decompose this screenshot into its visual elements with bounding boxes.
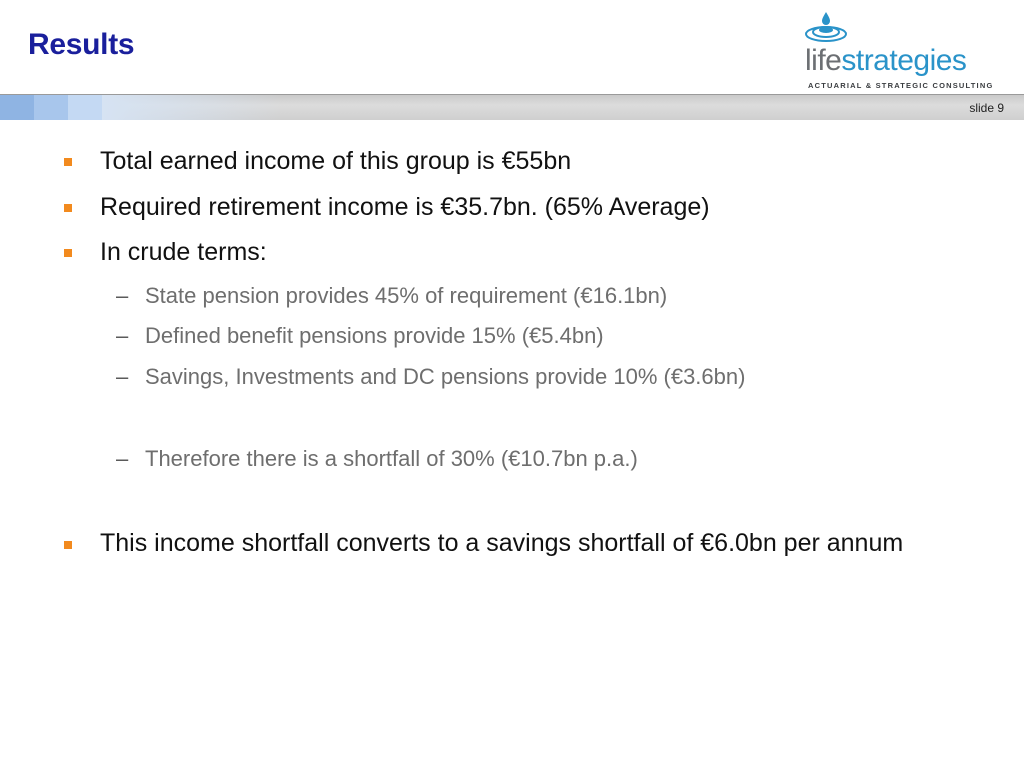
bullet-text: Total earned income of this group is €55bn: [100, 147, 572, 175]
sub-bullet-text: Therefore there is a shortfall of 30% (€10.7bn p.a.): [145, 446, 638, 471]
slide-title: Results: [28, 28, 135, 61]
company-logo: [800, 10, 996, 92]
bullet-marker: [62, 198, 76, 212]
logo-word-strategies: strategies: [841, 44, 967, 77]
sub-bullet-dash: –: [116, 283, 129, 308]
header-block-3: [68, 95, 102, 120]
bullet-marker: [62, 152, 76, 166]
header-block-2: [34, 95, 68, 120]
header-fade: [102, 95, 282, 120]
bullet-text: In crude terms:: [100, 238, 267, 266]
header-block-1: [0, 95, 34, 120]
bullet-text: Required retirement income is €35.7bn. (65% Average): [100, 193, 710, 221]
sub-bullet-text: Savings, Investments and DC pensions provide 10% (€3.6bn): [145, 364, 746, 389]
sub-bullet-text: Defined benefit pensions provide 15% (€5.4bn): [145, 323, 604, 348]
logo-tagline: ACTUARIAL & STRATEGIC CONSULTING: [808, 81, 994, 90]
bullet-marker: [62, 243, 76, 257]
logo-wordmark: [805, 46, 966, 76]
bullet-marker: [62, 535, 76, 549]
bullet-text: This income shortfall converts to a savings shortfall of €6.0bn per annum: [100, 529, 904, 557]
water-drop-ripple-icon: [804, 10, 848, 44]
slide-number: slide 9: [969, 101, 1004, 115]
sub-bullet-dash: –: [116, 323, 129, 348]
sub-bullet-dash: –: [116, 364, 129, 389]
logo-word-life: life: [805, 44, 842, 77]
sub-bullet-text: State pension provides 45% of requirement (€16.1bn): [145, 283, 668, 308]
header-bar: [0, 94, 1024, 120]
sub-bullet-dash: –: [116, 446, 129, 471]
